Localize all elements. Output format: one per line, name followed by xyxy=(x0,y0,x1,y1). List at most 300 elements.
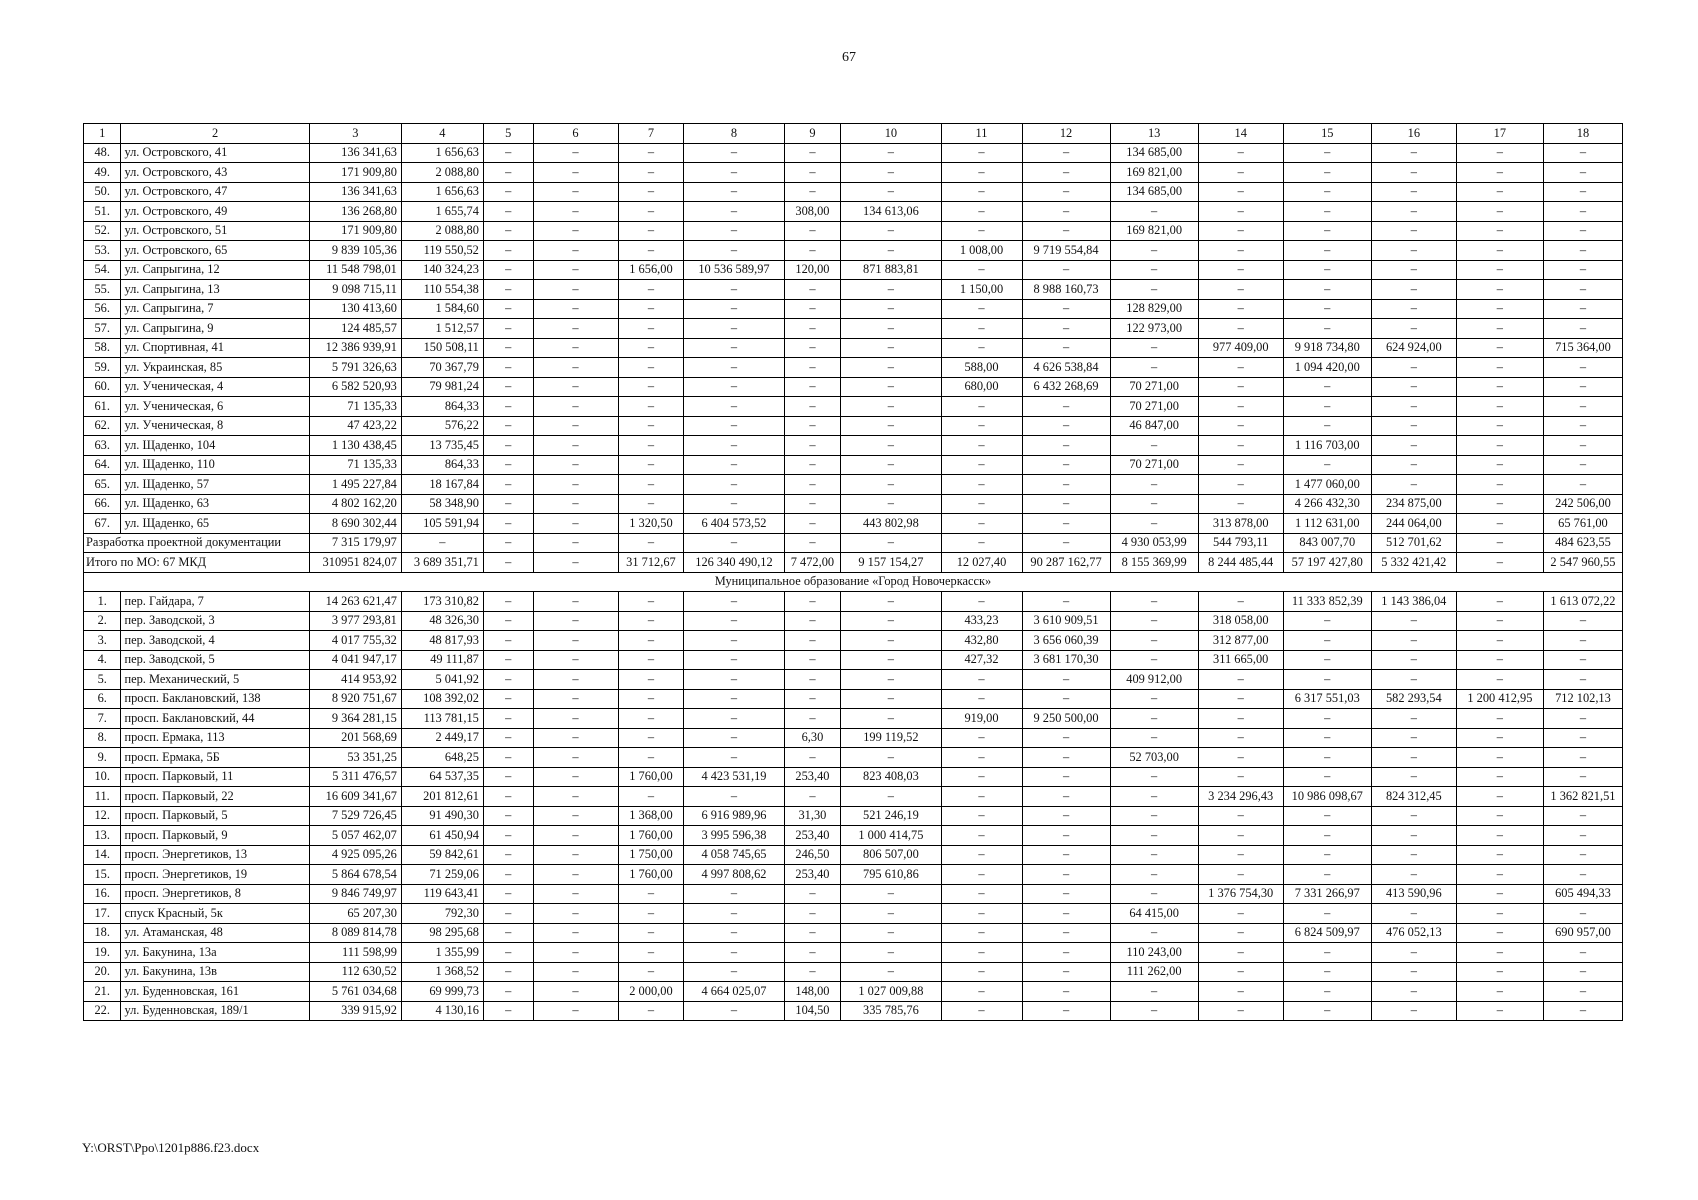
table-cell: 9 839 105,36 xyxy=(309,241,401,261)
table-row xyxy=(84,962,1623,982)
table-cell: – xyxy=(533,533,618,553)
table-cell: – xyxy=(1543,377,1622,397)
table-cell: – xyxy=(1110,260,1198,280)
table-cell: – xyxy=(1283,904,1371,924)
table-cell: – xyxy=(684,787,784,807)
table-cell: – xyxy=(1371,358,1456,378)
table-cell: – xyxy=(1543,358,1622,378)
table-cell: 1 376 754,30 xyxy=(1198,884,1283,904)
table-cell: – xyxy=(483,767,533,787)
table-cell: – xyxy=(684,163,784,183)
table-cell: 1 656,00 xyxy=(618,260,684,280)
table-cell: – xyxy=(941,1001,1022,1021)
table-cell: 308,00 xyxy=(784,202,841,222)
table-cell: – xyxy=(483,436,533,456)
table-cell: 1 150,00 xyxy=(941,280,1022,300)
table-cell: – xyxy=(1198,416,1283,436)
table-cell: – xyxy=(483,143,533,163)
table-cell: – xyxy=(841,319,941,339)
table-cell: 59 842,61 xyxy=(401,845,483,865)
column-number-cell: 17 xyxy=(1456,124,1543,144)
design-row-label: Разработка проектной документации xyxy=(84,533,310,553)
address-cell: ул. Ученическая, 4 xyxy=(121,377,309,397)
table-cell: – xyxy=(1022,436,1110,456)
table-cell: 91 490,30 xyxy=(401,806,483,826)
address-cell: пер. Механический, 5 xyxy=(121,670,309,690)
table-cell: – xyxy=(841,923,941,943)
table-cell: – xyxy=(941,943,1022,963)
table-row xyxy=(84,299,1623,319)
table-cell: – xyxy=(618,748,684,768)
row-number: 11. xyxy=(84,787,121,807)
table-cell: 136 341,63 xyxy=(309,182,401,202)
table-cell: – xyxy=(1456,494,1543,514)
table-cell: – xyxy=(941,319,1022,339)
table-cell: – xyxy=(1110,767,1198,787)
table-cell: 201 568,69 xyxy=(309,728,401,748)
table-cell: – xyxy=(533,299,618,319)
table-cell: – xyxy=(1022,182,1110,202)
column-number-cell: 1 xyxy=(84,124,121,144)
table-cell: – xyxy=(1371,299,1456,319)
table-cell: – xyxy=(533,202,618,222)
table-cell: 648,25 xyxy=(401,748,483,768)
table-cell: – xyxy=(1198,377,1283,397)
row-number: 53. xyxy=(84,241,121,261)
column-number-cell: 16 xyxy=(1371,124,1456,144)
table-cell: – xyxy=(1456,728,1543,748)
address-cell: ул. Щаденко, 65 xyxy=(121,514,309,534)
table-row xyxy=(84,631,1623,651)
table-cell: – xyxy=(1456,221,1543,241)
table-cell: – xyxy=(1110,280,1198,300)
table-cell: – xyxy=(1110,514,1198,534)
table-cell: – xyxy=(618,1001,684,1021)
table-row xyxy=(84,377,1623,397)
table-cell: 6 404 573,52 xyxy=(684,514,784,534)
table-row xyxy=(84,1001,1623,1021)
table-cell: 7 529 726,45 xyxy=(309,806,401,826)
table-cell: – xyxy=(1283,299,1371,319)
column-number-cell: 18 xyxy=(1543,124,1622,144)
table-cell: – xyxy=(1110,202,1198,222)
table-cell: – xyxy=(1283,416,1371,436)
table-cell: 8 920 751,67 xyxy=(309,689,401,709)
table-cell: – xyxy=(684,943,784,963)
table-cell: – xyxy=(1543,806,1622,826)
table-cell: 31 712,67 xyxy=(618,553,684,573)
table-cell: – xyxy=(684,709,784,729)
table-cell: – xyxy=(1110,592,1198,612)
table-cell: 715 364,00 xyxy=(1543,338,1622,358)
table-row xyxy=(84,826,1623,846)
table-cell: – xyxy=(1110,728,1198,748)
column-number-cell: 13 xyxy=(1110,124,1198,144)
table-cell: – xyxy=(841,163,941,183)
table-cell: – xyxy=(1371,748,1456,768)
table-cell: 71 135,33 xyxy=(309,397,401,417)
table-cell: 13 735,45 xyxy=(401,436,483,456)
table-cell: – xyxy=(1022,299,1110,319)
table-cell: 3 681 170,30 xyxy=(1022,650,1110,670)
table-cell: – xyxy=(841,299,941,319)
table-cell: 110 243,00 xyxy=(1110,943,1198,963)
table-cell: – xyxy=(483,592,533,612)
table-cell: – xyxy=(1022,260,1110,280)
table-cell: 576,22 xyxy=(401,416,483,436)
table-row xyxy=(84,202,1623,222)
table-cell: – xyxy=(1283,397,1371,417)
table-cell: – xyxy=(784,650,841,670)
table-cell: – xyxy=(1110,806,1198,826)
table-cell: 4 930 053,99 xyxy=(1110,533,1198,553)
table-cell: – xyxy=(941,397,1022,417)
table-cell: – xyxy=(483,514,533,534)
table-cell: – xyxy=(1283,806,1371,826)
table-cell: – xyxy=(1456,884,1543,904)
address-cell: просп. Ермака, 113 xyxy=(121,728,309,748)
table-cell: – xyxy=(784,358,841,378)
table-cell: – xyxy=(1543,455,1622,475)
address-cell: ул. Островского, 47 xyxy=(121,182,309,202)
table-cell: – xyxy=(1198,455,1283,475)
row-number: 20. xyxy=(84,962,121,982)
table-cell: 4 664 025,07 xyxy=(684,982,784,1002)
table-cell: 2 000,00 xyxy=(618,982,684,1002)
table-cell: 9 918 734,80 xyxy=(1283,338,1371,358)
table-cell: – xyxy=(1198,826,1283,846)
table-cell: – xyxy=(1456,514,1543,534)
table-cell: 4 058 745,65 xyxy=(684,845,784,865)
table-cell: 1 116 703,00 xyxy=(1283,436,1371,456)
table-cell: 824 312,45 xyxy=(1371,787,1456,807)
table-cell: – xyxy=(1198,865,1283,885)
table-cell: – xyxy=(1110,494,1198,514)
table-cell: – xyxy=(618,397,684,417)
table-cell: 46 847,00 xyxy=(1110,416,1198,436)
table-cell: 136 341,63 xyxy=(309,143,401,163)
table-cell: – xyxy=(1198,670,1283,690)
table-row xyxy=(84,182,1623,202)
column-number-cell: 4 xyxy=(401,124,483,144)
table-cell: – xyxy=(941,982,1022,1002)
table-cell: 582 293,54 xyxy=(1371,689,1456,709)
table-cell: 1 584,60 xyxy=(401,299,483,319)
table-cell: 4 130,16 xyxy=(401,1001,483,1021)
table-cell: – xyxy=(401,533,483,553)
table-cell: – xyxy=(1543,436,1622,456)
table-cell: – xyxy=(1283,982,1371,1002)
address-cell: ул. Буденновская, 161 xyxy=(121,982,309,1002)
table-cell: – xyxy=(1198,982,1283,1002)
table-cell: – xyxy=(618,670,684,690)
table-cell: – xyxy=(784,592,841,612)
table-cell: – xyxy=(533,982,618,1002)
table-cell: – xyxy=(1283,943,1371,963)
table-cell: – xyxy=(941,767,1022,787)
table-cell: 5 761 034,68 xyxy=(309,982,401,1002)
table-cell: – xyxy=(618,475,684,495)
table-cell: – xyxy=(483,689,533,709)
table-cell: – xyxy=(533,494,618,514)
address-cell: ул. Островского, 51 xyxy=(121,221,309,241)
table-cell: – xyxy=(841,377,941,397)
table-cell: 4 802 162,20 xyxy=(309,494,401,514)
table-cell: 71 135,33 xyxy=(309,455,401,475)
table-cell: – xyxy=(1456,358,1543,378)
table-cell: – xyxy=(784,299,841,319)
table-cell: – xyxy=(841,436,941,456)
table-row xyxy=(84,943,1623,963)
table-cell: – xyxy=(483,611,533,631)
table-cell: – xyxy=(1456,241,1543,261)
table-cell: – xyxy=(483,787,533,807)
table-cell: – xyxy=(784,163,841,183)
table-cell: 119 643,41 xyxy=(401,884,483,904)
table-cell: – xyxy=(618,280,684,300)
address-cell: ул. Сапрыгина, 13 xyxy=(121,280,309,300)
table-cell: – xyxy=(483,494,533,514)
table-cell: 10 986 098,67 xyxy=(1283,787,1371,807)
table-cell: – xyxy=(1456,650,1543,670)
table-cell: – xyxy=(841,962,941,982)
row-number: 66. xyxy=(84,494,121,514)
table-cell: 8 155 369,99 xyxy=(1110,553,1198,573)
table-cell: 9 098 715,11 xyxy=(309,280,401,300)
table-cell: – xyxy=(1022,475,1110,495)
table-row xyxy=(84,260,1623,280)
table-cell: – xyxy=(533,631,618,651)
address-cell: ул. Островского, 49 xyxy=(121,202,309,222)
table-cell: – xyxy=(1371,845,1456,865)
table-cell: – xyxy=(1543,397,1622,417)
table-cell: 4 423 531,19 xyxy=(684,767,784,787)
table-cell: – xyxy=(784,748,841,768)
table-cell: 150 508,11 xyxy=(401,338,483,358)
table-cell: – xyxy=(941,475,1022,495)
table-cell: – xyxy=(1110,884,1198,904)
table-cell: – xyxy=(1110,650,1198,670)
table-cell: 58 348,90 xyxy=(401,494,483,514)
table-cell: – xyxy=(684,280,784,300)
table-cell: 414 953,92 xyxy=(309,670,401,690)
address-cell: ул. Сапрыгина, 12 xyxy=(121,260,309,280)
table-cell: 14 263 621,47 xyxy=(309,592,401,612)
table-cell: – xyxy=(1543,845,1622,865)
table-row xyxy=(84,319,1623,339)
table-cell: – xyxy=(684,592,784,612)
table-cell: – xyxy=(1022,163,1110,183)
table-cell: – xyxy=(1543,241,1622,261)
table-cell: 313 878,00 xyxy=(1198,514,1283,534)
table-cell: – xyxy=(1456,631,1543,651)
table-cell: 335 785,76 xyxy=(841,1001,941,1021)
row-number: 21. xyxy=(84,982,121,1002)
row-number: 2. xyxy=(84,611,121,631)
table-cell: 5 332 421,42 xyxy=(1371,553,1456,573)
table-cell: 476 052,13 xyxy=(1371,923,1456,943)
table-cell: – xyxy=(1456,319,1543,339)
table-cell: – xyxy=(784,689,841,709)
table-cell: – xyxy=(483,475,533,495)
table-cell: – xyxy=(841,475,941,495)
row-number: 18. xyxy=(84,923,121,943)
table-cell: – xyxy=(841,494,941,514)
table-cell: – xyxy=(1371,163,1456,183)
table-cell: 48 326,30 xyxy=(401,611,483,631)
address-cell: ул. Сапрыгина, 9 xyxy=(121,319,309,339)
table-cell: – xyxy=(1371,202,1456,222)
table-cell: 120,00 xyxy=(784,260,841,280)
table-row xyxy=(84,221,1623,241)
table-cell: – xyxy=(1022,397,1110,417)
column-number-cell: 3 xyxy=(309,124,401,144)
table-cell: – xyxy=(784,338,841,358)
table-cell: – xyxy=(841,241,941,261)
row-number: 50. xyxy=(84,182,121,202)
table-cell: 512 701,62 xyxy=(1371,533,1456,553)
table-row xyxy=(84,884,1623,904)
table-cell: – xyxy=(684,962,784,982)
table-cell: 70 367,79 xyxy=(401,358,483,378)
table-cell: 122 973,00 xyxy=(1110,319,1198,339)
table-cell: – xyxy=(533,845,618,865)
table-cell: – xyxy=(618,241,684,261)
table-cell: – xyxy=(684,221,784,241)
table-cell: – xyxy=(1198,397,1283,417)
table-cell: – xyxy=(841,884,941,904)
table-cell: – xyxy=(483,163,533,183)
table-cell: – xyxy=(533,182,618,202)
table-cell: – xyxy=(1022,982,1110,1002)
table-cell: – xyxy=(1456,748,1543,768)
column-number-cell: 6 xyxy=(533,124,618,144)
table-cell: – xyxy=(1456,338,1543,358)
table-cell: – xyxy=(1022,592,1110,612)
address-cell: ул. Щаденко, 63 xyxy=(121,494,309,514)
table-cell: – xyxy=(483,845,533,865)
table-cell: 134 685,00 xyxy=(1110,143,1198,163)
table-cell: – xyxy=(841,787,941,807)
table-cell: – xyxy=(684,299,784,319)
table-cell: – xyxy=(483,455,533,475)
page-number: 67 xyxy=(842,50,856,65)
table-cell: – xyxy=(1371,1001,1456,1021)
table-cell: – xyxy=(684,533,784,553)
row-number: 56. xyxy=(84,299,121,319)
table-cell: – xyxy=(1110,1001,1198,1021)
table-cell: – xyxy=(1198,221,1283,241)
address-cell: ул. Бакунина, 13в xyxy=(121,962,309,982)
table-cell: – xyxy=(618,494,684,514)
table-cell: – xyxy=(483,221,533,241)
table-cell: 5 041,92 xyxy=(401,670,483,690)
column-number-cell: 9 xyxy=(784,124,841,144)
table-cell: – xyxy=(684,631,784,651)
table-cell: – xyxy=(684,143,784,163)
total-row-label: Итого по МО: 67 МКД xyxy=(84,553,310,573)
table-cell: 253,40 xyxy=(784,826,841,846)
address-cell: просп. Ермака, 5Б xyxy=(121,748,309,768)
table-cell: 8 089 814,78 xyxy=(309,923,401,943)
table-cell: – xyxy=(618,650,684,670)
table-cell: – xyxy=(1456,377,1543,397)
table-cell: 173 310,82 xyxy=(401,592,483,612)
table-cell: – xyxy=(1022,728,1110,748)
table-cell: – xyxy=(841,904,941,924)
table-cell: 712 102,13 xyxy=(1543,689,1622,709)
table-cell: 49 111,87 xyxy=(401,650,483,670)
table-cell: – xyxy=(618,904,684,924)
table-cell: – xyxy=(1456,592,1543,612)
table-cell: – xyxy=(483,806,533,826)
table-cell: 544 793,11 xyxy=(1198,533,1283,553)
table-row xyxy=(84,865,1623,885)
table-cell: – xyxy=(1543,163,1622,183)
table-cell: 119 550,52 xyxy=(401,241,483,261)
table-cell: – xyxy=(1543,280,1622,300)
table-cell: – xyxy=(618,377,684,397)
address-cell: ул. Щаденко, 110 xyxy=(121,455,309,475)
table-cell: 9 364 281,15 xyxy=(309,709,401,729)
table-cell: – xyxy=(1371,475,1456,495)
row-number: 52. xyxy=(84,221,121,241)
table-cell: – xyxy=(1456,163,1543,183)
table-cell: – xyxy=(1283,631,1371,651)
table-cell: – xyxy=(841,221,941,241)
table-cell: – xyxy=(483,631,533,651)
table-cell: – xyxy=(841,397,941,417)
table-row xyxy=(84,475,1623,495)
table-cell: – xyxy=(533,475,618,495)
table-row xyxy=(84,397,1623,417)
address-cell: ул. Спортивная, 41 xyxy=(121,338,309,358)
table-cell: 3 689 351,71 xyxy=(401,553,483,573)
table-cell: 311 665,00 xyxy=(1198,650,1283,670)
table-cell: – xyxy=(1110,338,1198,358)
table-cell: – xyxy=(1022,319,1110,339)
table-cell: – xyxy=(1371,397,1456,417)
table-cell: – xyxy=(533,592,618,612)
table-row xyxy=(84,806,1623,826)
table-cell: 3 995 596,38 xyxy=(684,826,784,846)
address-cell: просп. Энергетиков, 19 xyxy=(121,865,309,885)
table-cell: – xyxy=(1371,826,1456,846)
table-cell: – xyxy=(1371,904,1456,924)
table-cell: – xyxy=(684,689,784,709)
table-cell: – xyxy=(1543,767,1622,787)
table-cell: – xyxy=(1110,241,1198,261)
table-cell: – xyxy=(1022,514,1110,534)
table-cell: – xyxy=(1456,943,1543,963)
table-cell: – xyxy=(1198,202,1283,222)
table-cell: – xyxy=(533,143,618,163)
file-path-footer: Y:\ORST\Ppo\1201p886.f23.docx xyxy=(82,1140,260,1155)
table-cell: – xyxy=(1456,475,1543,495)
table-cell: – xyxy=(941,163,1022,183)
table-cell: – xyxy=(1371,982,1456,1002)
table-cell: 61 450,94 xyxy=(401,826,483,846)
address-cell: пер. Заводской, 4 xyxy=(121,631,309,651)
table-cell: – xyxy=(684,650,784,670)
table-cell: – xyxy=(941,416,1022,436)
table-row xyxy=(84,280,1623,300)
table-cell: – xyxy=(483,553,533,573)
address-cell: просп. Парковый, 9 xyxy=(121,826,309,846)
table-cell: – xyxy=(1198,728,1283,748)
table-cell: – xyxy=(841,650,941,670)
table-cell: – xyxy=(483,709,533,729)
